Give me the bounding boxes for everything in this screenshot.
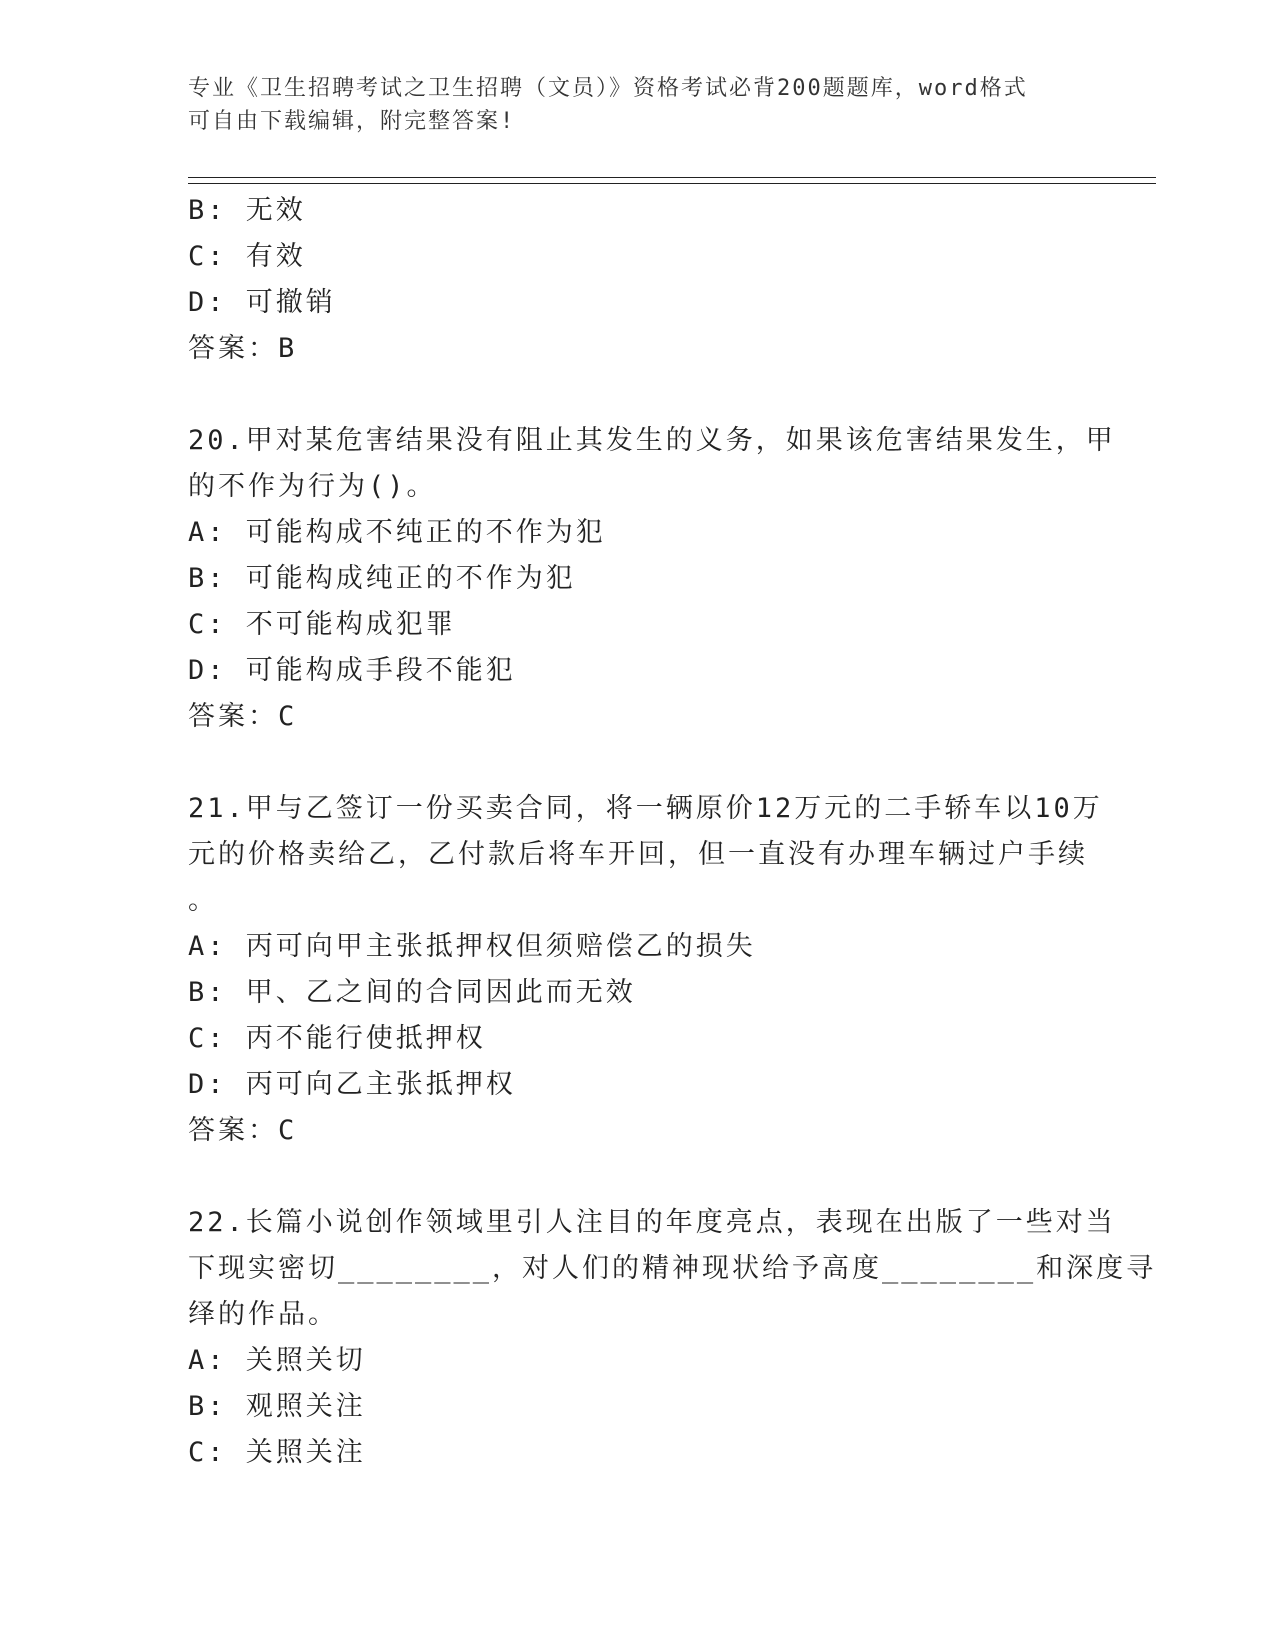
option-d: D: 可能构成手段不能犯 xyxy=(188,655,516,686)
option-c: C: 有效 xyxy=(188,241,306,272)
question-stem-line: 元的价格卖给乙，乙付款后将车开回，但一直没有办理车辆过户手续 xyxy=(188,839,1088,870)
option-b: B: 观照关注 xyxy=(188,1391,366,1422)
question-stem-line: 。 xyxy=(188,885,218,916)
question-stem-line: 22.长篇小说创作领域里引人注目的年度亮点，表现在出版了一些对当 xyxy=(188,1207,1116,1238)
question-19-tail xyxy=(188,188,1088,372)
question-stem-line: 的不作为行为()。 xyxy=(188,471,437,502)
option-c: C: 关照关注 xyxy=(188,1437,366,1468)
answer: 答案：C xyxy=(188,701,298,732)
option-a: A: 关照关切 xyxy=(188,1345,366,1376)
question-22 xyxy=(188,1200,1157,1476)
question-21 xyxy=(188,786,1103,1154)
question-stem-line: 20.甲对某危害结果没有阻止其发生的义务，如果该危害结果发生，甲 xyxy=(188,425,1116,456)
option-d: D: 可撤销 xyxy=(188,287,336,318)
header-divider-top xyxy=(188,177,1156,178)
option-b: B: 甲、乙之间的合同因此而无效 xyxy=(188,977,636,1008)
option-c: C: 不可能构成犯罪 xyxy=(188,609,456,640)
header-title-line-1: 专业《卫生招聘考试之卫生招聘（文员）》资格考试必背200题题库，word格式 xyxy=(188,76,1028,101)
option-d: D: 丙可向乙主张抵押权 xyxy=(188,1069,516,1100)
answer: 答案：B xyxy=(188,333,298,364)
header-title-line-2: 可自由下载编辑，附完整答案! xyxy=(188,109,516,134)
option-a: A: 可能构成不纯正的不作为犯 xyxy=(188,517,606,548)
answer: 答案：C xyxy=(188,1115,298,1146)
question-list xyxy=(188,188,1157,1476)
option-c: C: 丙不能行使抵押权 xyxy=(188,1023,486,1054)
question-stem-line: 下现实密切________，对人们的精神现状给予高度________和深度寻 xyxy=(188,1253,1157,1284)
spacer xyxy=(188,740,1088,786)
question-20 xyxy=(188,418,1116,740)
question-stem-line: 绎的作品。 xyxy=(188,1299,338,1330)
option-b: B: 可能构成纯正的不作为犯 xyxy=(188,563,576,594)
option-b: B: 无效 xyxy=(188,195,306,226)
spacer xyxy=(188,1154,1088,1200)
question-stem-line: 21.甲与乙签订一份买卖合同，将一辆原价12万元的二手轿车以10万 xyxy=(188,793,1103,824)
option-a: A: 丙可向甲主张抵押权但须赔偿乙的损失 xyxy=(188,931,756,962)
header-divider-bottom xyxy=(188,183,1156,184)
document-header xyxy=(188,72,1068,138)
spacer xyxy=(188,372,1088,418)
